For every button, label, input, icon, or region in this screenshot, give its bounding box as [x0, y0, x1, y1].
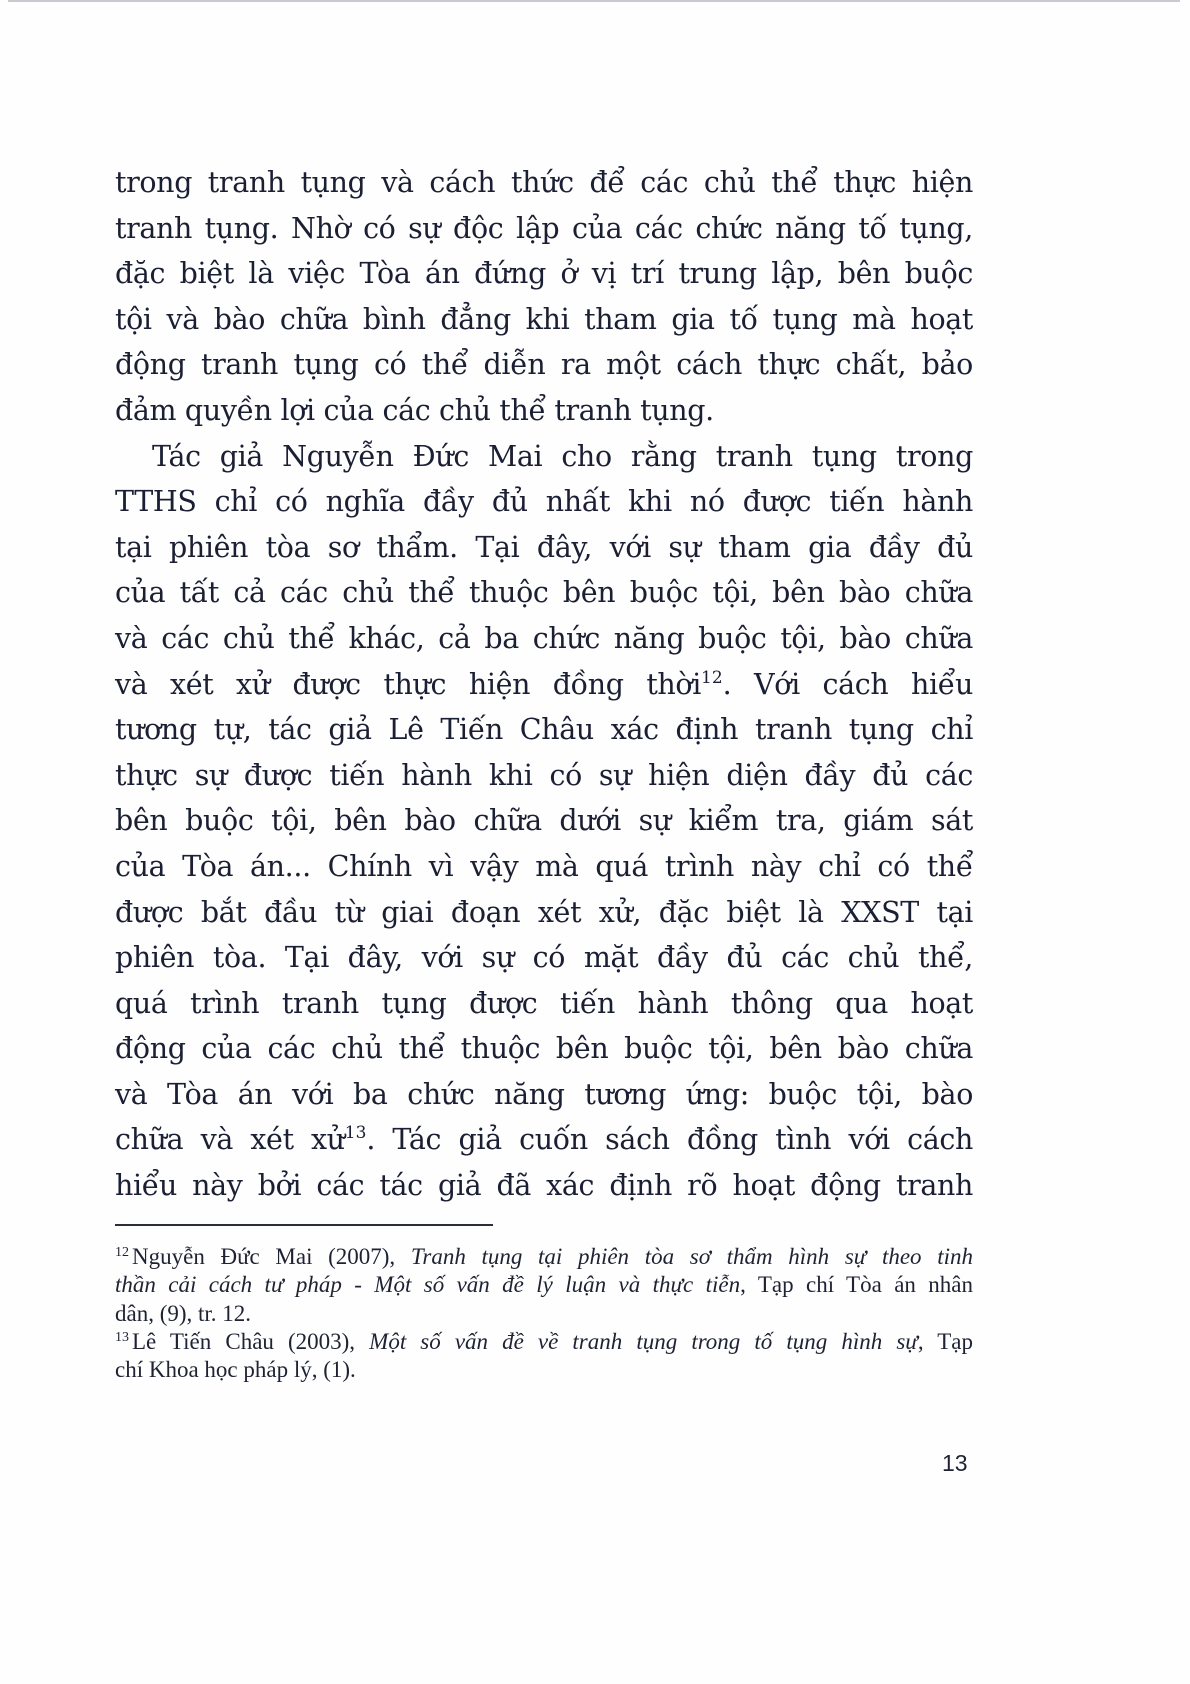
body-line-paragraph-start: Tác giả Nguyễn Đức Mai cho rằng tranh tụng trong	[152, 439, 973, 473]
footnote-source: , Tạp	[917, 1328, 974, 1354]
body-line: phiên tòa. Tại đây, với sự có mặt đầy đủ các chủ thể,	[115, 941, 973, 975]
body-line: của Tòa án... Chính vì vậy mà quá trình này chỉ có thể	[115, 849, 973, 883]
body-line: hiểu này bởi các tác giả đã xác định rõ hoạt động tranh	[115, 1169, 973, 1203]
text-segment: . Với cách hiểu	[722, 667, 973, 701]
text-segment: chữa và xét xử	[115, 1123, 345, 1157]
body-text	[115, 160, 973, 1209]
body-line: thực sự được tiến hành khi có sự hiện diện đầy đủ các	[115, 758, 973, 792]
body-line: tranh tụng. Nhờ có sự độc lập của các chức năng tố tụng,	[115, 211, 973, 245]
body-line: động tranh tụng có thể diễn ra một cách thực chất, bảo	[115, 348, 973, 382]
body-line: và các chủ thể khác, cả ba chức năng buộc tội, bào chữa	[115, 621, 973, 655]
text-segment: và xét xử được thực hiện đồng thời	[115, 667, 702, 701]
body-line: động của các chủ thể thuộc bên buộc tội, bên bào chữa	[115, 1032, 973, 1066]
footnote-line: chí Khoa học pháp lý, (1).	[115, 1357, 356, 1383]
body-line: tại phiên tòa sơ thẩm. Tại đây, với sự tham gia đầy đủ	[115, 530, 973, 564]
footnote-line: dân, (9), tr. 12.	[115, 1300, 252, 1326]
body-line-with-footnote-ref	[115, 662, 973, 708]
footnote-title: Một số vấn đề về tranh tụng trong tố tụng hình sự	[369, 1328, 918, 1354]
text-segment: . Tác giả cuốn sách đồng tình với cách	[366, 1123, 973, 1157]
footnote-number: 12	[115, 1245, 129, 1260]
body-line: tội và bào chữa bình đẳng khi tham gia tố tụng mà hoạt	[115, 302, 973, 336]
body-line: được bắt đầu từ giai đoạn xét xử, đặc biệt là XXST tại	[115, 895, 973, 929]
body-line-with-footnote-ref	[115, 1117, 973, 1163]
footnote-author: Lê Tiến Châu (2003),	[132, 1328, 370, 1354]
page-top-edge	[8, 0, 1180, 2]
body-line: của tất cả các chủ thể thuộc bên buộc tội, bên bào chữa	[115, 576, 973, 610]
body-line: quá trình tranh tụng được tiến hành thông qua hoạt	[115, 986, 973, 1020]
page-number: 13	[942, 1450, 968, 1476]
body-line: và Tòa án với ba chức năng tương ứng: buộc tội, bào	[115, 1077, 973, 1111]
footnote-title: thần cải cách tư pháp - Một số vấn đề lý luận và thực tiễn	[115, 1272, 741, 1298]
footnote-line	[115, 1243, 973, 1271]
footnote-number: 13	[115, 1329, 129, 1345]
footnote-line	[115, 1271, 973, 1299]
footnote-ref-12[interactable]: 12	[701, 667, 723, 688]
footnote-title: Tranh tụng tại phiên tòa sơ thẩm hình sự theo tinh	[410, 1244, 973, 1269]
footnote-author: Nguyễn Đức Mai (2007),	[132, 1244, 411, 1269]
footnote-line	[115, 1328, 973, 1356]
body-line: bên buộc tội, bên bào chữa dưới sự kiểm tra, giám sát	[115, 804, 973, 838]
footnote-13	[115, 1328, 973, 1385]
footnote-source: , Tạp chí Tòa án nhân	[740, 1272, 973, 1298]
footnotes	[115, 1243, 973, 1384]
footnote-12	[115, 1243, 973, 1328]
body-line: TTHS chỉ có nghĩa đầy đủ nhất khi nó được tiến hành	[115, 485, 973, 519]
body-line-paragraph-end: đảm quyền lợi của các chủ thể tranh tụng.	[115, 393, 714, 427]
body-line: đặc biệt là việc Tòa án đứng ở vị trí trung lập, bên buộc	[115, 257, 973, 291]
footnote-ref-13[interactable]: 13	[344, 1123, 367, 1144]
footnote-separator	[115, 1224, 493, 1226]
body-line: tương tự, tác giả Lê Tiến Châu xác định tranh tụng chỉ	[115, 713, 973, 747]
body-line: trong tranh tụng và cách thức để các chủ thể thực hiện	[115, 166, 973, 199]
